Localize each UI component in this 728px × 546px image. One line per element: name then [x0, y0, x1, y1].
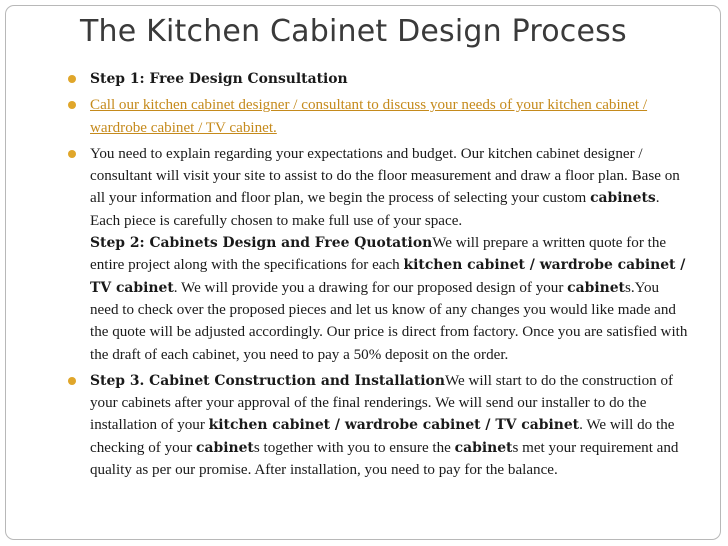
bullet-dot-icon	[68, 75, 76, 83]
step2-text-2: . Each piece is carefully chosen to make full use of your space.	[90, 190, 660, 229]
cabinets-bold: cabinets	[590, 190, 656, 207]
step2-text-1: You need to explain regarding your expectations and budget. Our kitchen cabinet designer / consultant will visit your site to assist to do the floor measurement and draw a floor plan. Base on all your information and floor plan, we begin the process of selecting your custom	[90, 145, 680, 207]
slide-content	[68, 68, 690, 485]
bullet-dot-icon	[68, 150, 76, 158]
step2-text-3: We will prepare a written quote for the entire project along with the specifications for each	[90, 235, 667, 274]
cabinet-bold-1: cabinet	[196, 439, 254, 456]
step2-text-4: . We will provide you a drawing for our proposed design of your	[173, 279, 568, 296]
kitchen-bold: kitchen cabinet / wardrobe cabinet / TV cabinet	[208, 417, 580, 434]
step3-text-2: . We will do the checking of your	[90, 417, 675, 456]
bullet-step2	[68, 143, 690, 366]
step1-heading: Step 1: Free Design Consultation	[90, 71, 348, 87]
call-designer-link[interactable]: Call our kitchen cabinet designer / consultant to discuss your needs of your kitchen cabinet / wardrobe cabinet / TV cabinet.	[90, 97, 648, 136]
bullet-dot-icon	[68, 377, 76, 385]
cabinet-bold-2: cabinet	[454, 439, 513, 456]
kitchen-wardrobe-bold: kitchen cabinet / wardrobe cabinet / TV cabinet	[90, 257, 686, 296]
bullet-dot-icon	[68, 101, 76, 109]
step2-heading: Step 2: Cabinets Design and Free Quotation	[90, 235, 433, 252]
slide-title: The Kitchen Cabinet Design Process	[80, 14, 627, 49]
step3-text-4: s met your requirement and quality as per our promise. After installation, you need to pay for the balance.	[90, 439, 679, 479]
step3-heading: Step 3. Cabinet Construction and Installation	[90, 372, 445, 389]
step2-text-5: s.You need to check over the proposed pieces and let us know of any changes you would like made and the quote will be adjusted accordingly. Our price is direct from factory. Once you are satisfied with the draft of each cabinet, you need to pay a 50% deposit on the order.	[90, 279, 688, 363]
bullet-step1	[68, 68, 690, 90]
bullet-step3	[68, 370, 690, 481]
step3-text-3: s together with you to ensure the	[253, 439, 455, 456]
step3-text-1: We will start to do the construction of your cabinets after your approval of the final renderings. We will send our installer to do the installation of your	[90, 372, 674, 434]
cabinet-bold: cabinet	[567, 279, 625, 296]
bullet-call-link	[68, 94, 690, 139]
